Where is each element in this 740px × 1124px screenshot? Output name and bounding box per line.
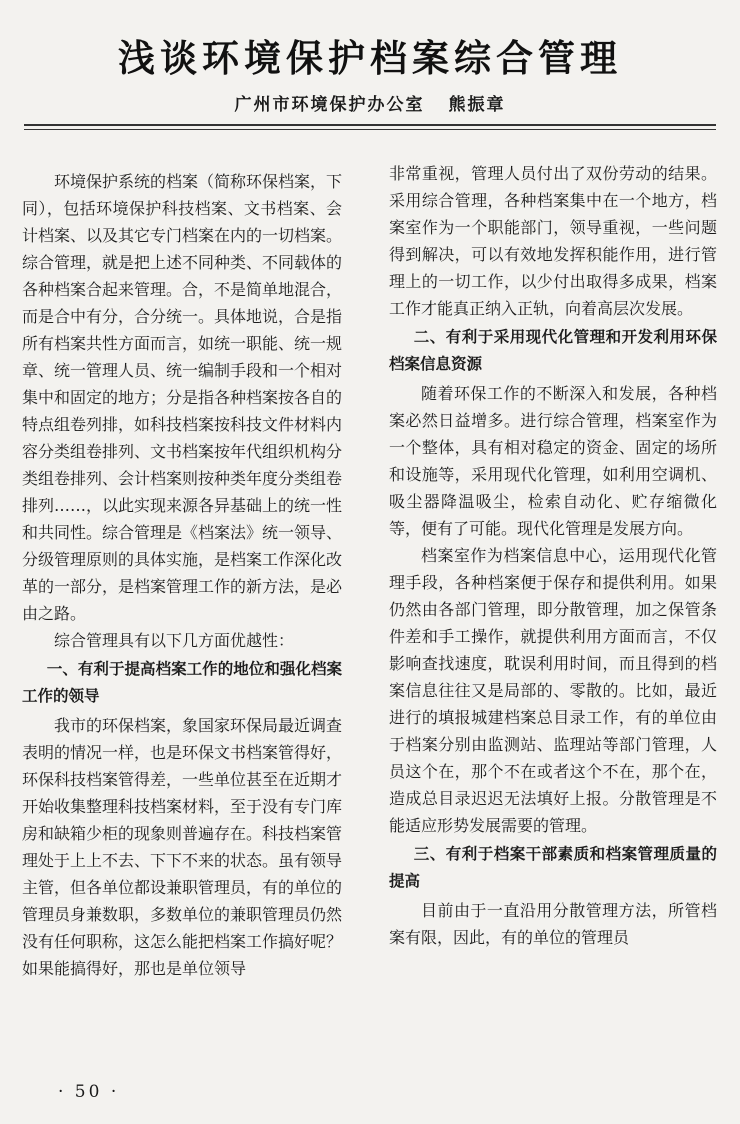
byline [0,90,740,115]
paragraph: 随着环保工作的不断深入和发展，各种档案必然日益增多。进行综合管理，档案室作为一个整体，具有相对稳定的资金、固定的场所和设施等，采用现代化管理，如利用空调机、吸尘器降温吸尘，检索自动化、贮存缩微化等，便有了可能。现代化管理是发展方向。 [389,384,717,538]
title-rule-thin [24,129,716,130]
author-org: 广州市环境保护办公室 [234,95,425,115]
section-heading-2: 二、有利于采用现代化管理和开发利用环保档案信息资源 [389,328,717,373]
page-number: · 50 · [58,1082,120,1102]
paragraph: 目前由于一直沿用分散管理方法，所管档案有限，因此，有的单位的管理员 [389,901,717,947]
author-name: 熊振章 [448,95,506,115]
right-column [389,160,717,951]
title-rule [24,124,716,126]
paragraph: 非常重视，管理人员付出了双份劳动的结果。采用综合管理，各种档案集中在一个地方，档案室作为一个职能部门，领导重视，一些问题得到解决，可以有效地发挥积能作用，进行管理上的一切工作，以少付出取得多成果，档案工作才能真正纳入正轨，向着高层次发展。 [389,164,717,318]
left-column [22,168,342,982]
section-heading-1: 一、有利于提高档案工作的地位和强化档案工作的领导 [22,660,342,705]
paragraph: 档案室作为档案信息中心，运用现代化管理手段，各种档案便于保存和提供利用。如果仍然由各部门管理，即分散管理，加之保管条件差和手工操作，就提供利用方面而言，不仅影响查找速度，耽误利用时间，而且得到的档案信息往往又是局部的、零散的。比如，最近进行的填报城建档案总目录工作，有的单位由于档案分别由监测站、监理站等部门管理，人员这个在，那个不在或者这个不在，那个在，造成总目录迟迟无法填好上报。分散管理是不能适应形势发展需要的管理。 [389,546,717,835]
paragraph: 我市的环保档案，象国家环保局最近调查表明的情况一样，也是环保文书档案管得好，环保科技档案管得差，一些单位甚至在近期才开始收集整理科技档案材料，至于没有专门库房和缺箱少柜的现象则普遍存在。科技档案管理处于上上不去、下下不来的状态。虽有领导主管，但各单位都设兼职管理员，有的单位的管理员身兼数职，多数单位的兼职管理员仍然没有任何职称，这怎么能把档案工作搞好呢？如果能搞得好，那也是单位领导 [22,716,343,978]
paragraph: 综合管理具有以下几方面优越性： [54,631,295,650]
section-heading-3: 三、有利于档案干部素质和档案管理质量的提高 [389,845,717,890]
article-title: 浅谈环境保护档案综合管理 [118,37,622,80]
paragraph: 环境保护系统的档案（简称环保档案，下同），包括环境保护科技档案、文书档案、会计档案、以及其它专门档案在内的一切档案。综合管理，就是把上述不同种类、不同载体的各种档案合起来管理。合，不是简单地混合，而是合中有分，合分统一。具体地说，合是指所有档案共性方面而言，如统一职能、统一规章、统一管理人员、统一编制手段和一个相对集中和固定的地方；分是指各种档案按各自的特点组卷列排，如科技档案按科技文件材料内容分类组卷排列、文书档案按年代组织机构分类组卷排列、会计档案则按种类年度分类组卷排列……，以此实现来源各异基础上的统一性和共同性。综合管理是《档案法》统一领导、分级管理原则的具体实施，是档案工作深化改革的一部分，是档案管理工作的新方法，是必由之路。 [22,172,343,623]
